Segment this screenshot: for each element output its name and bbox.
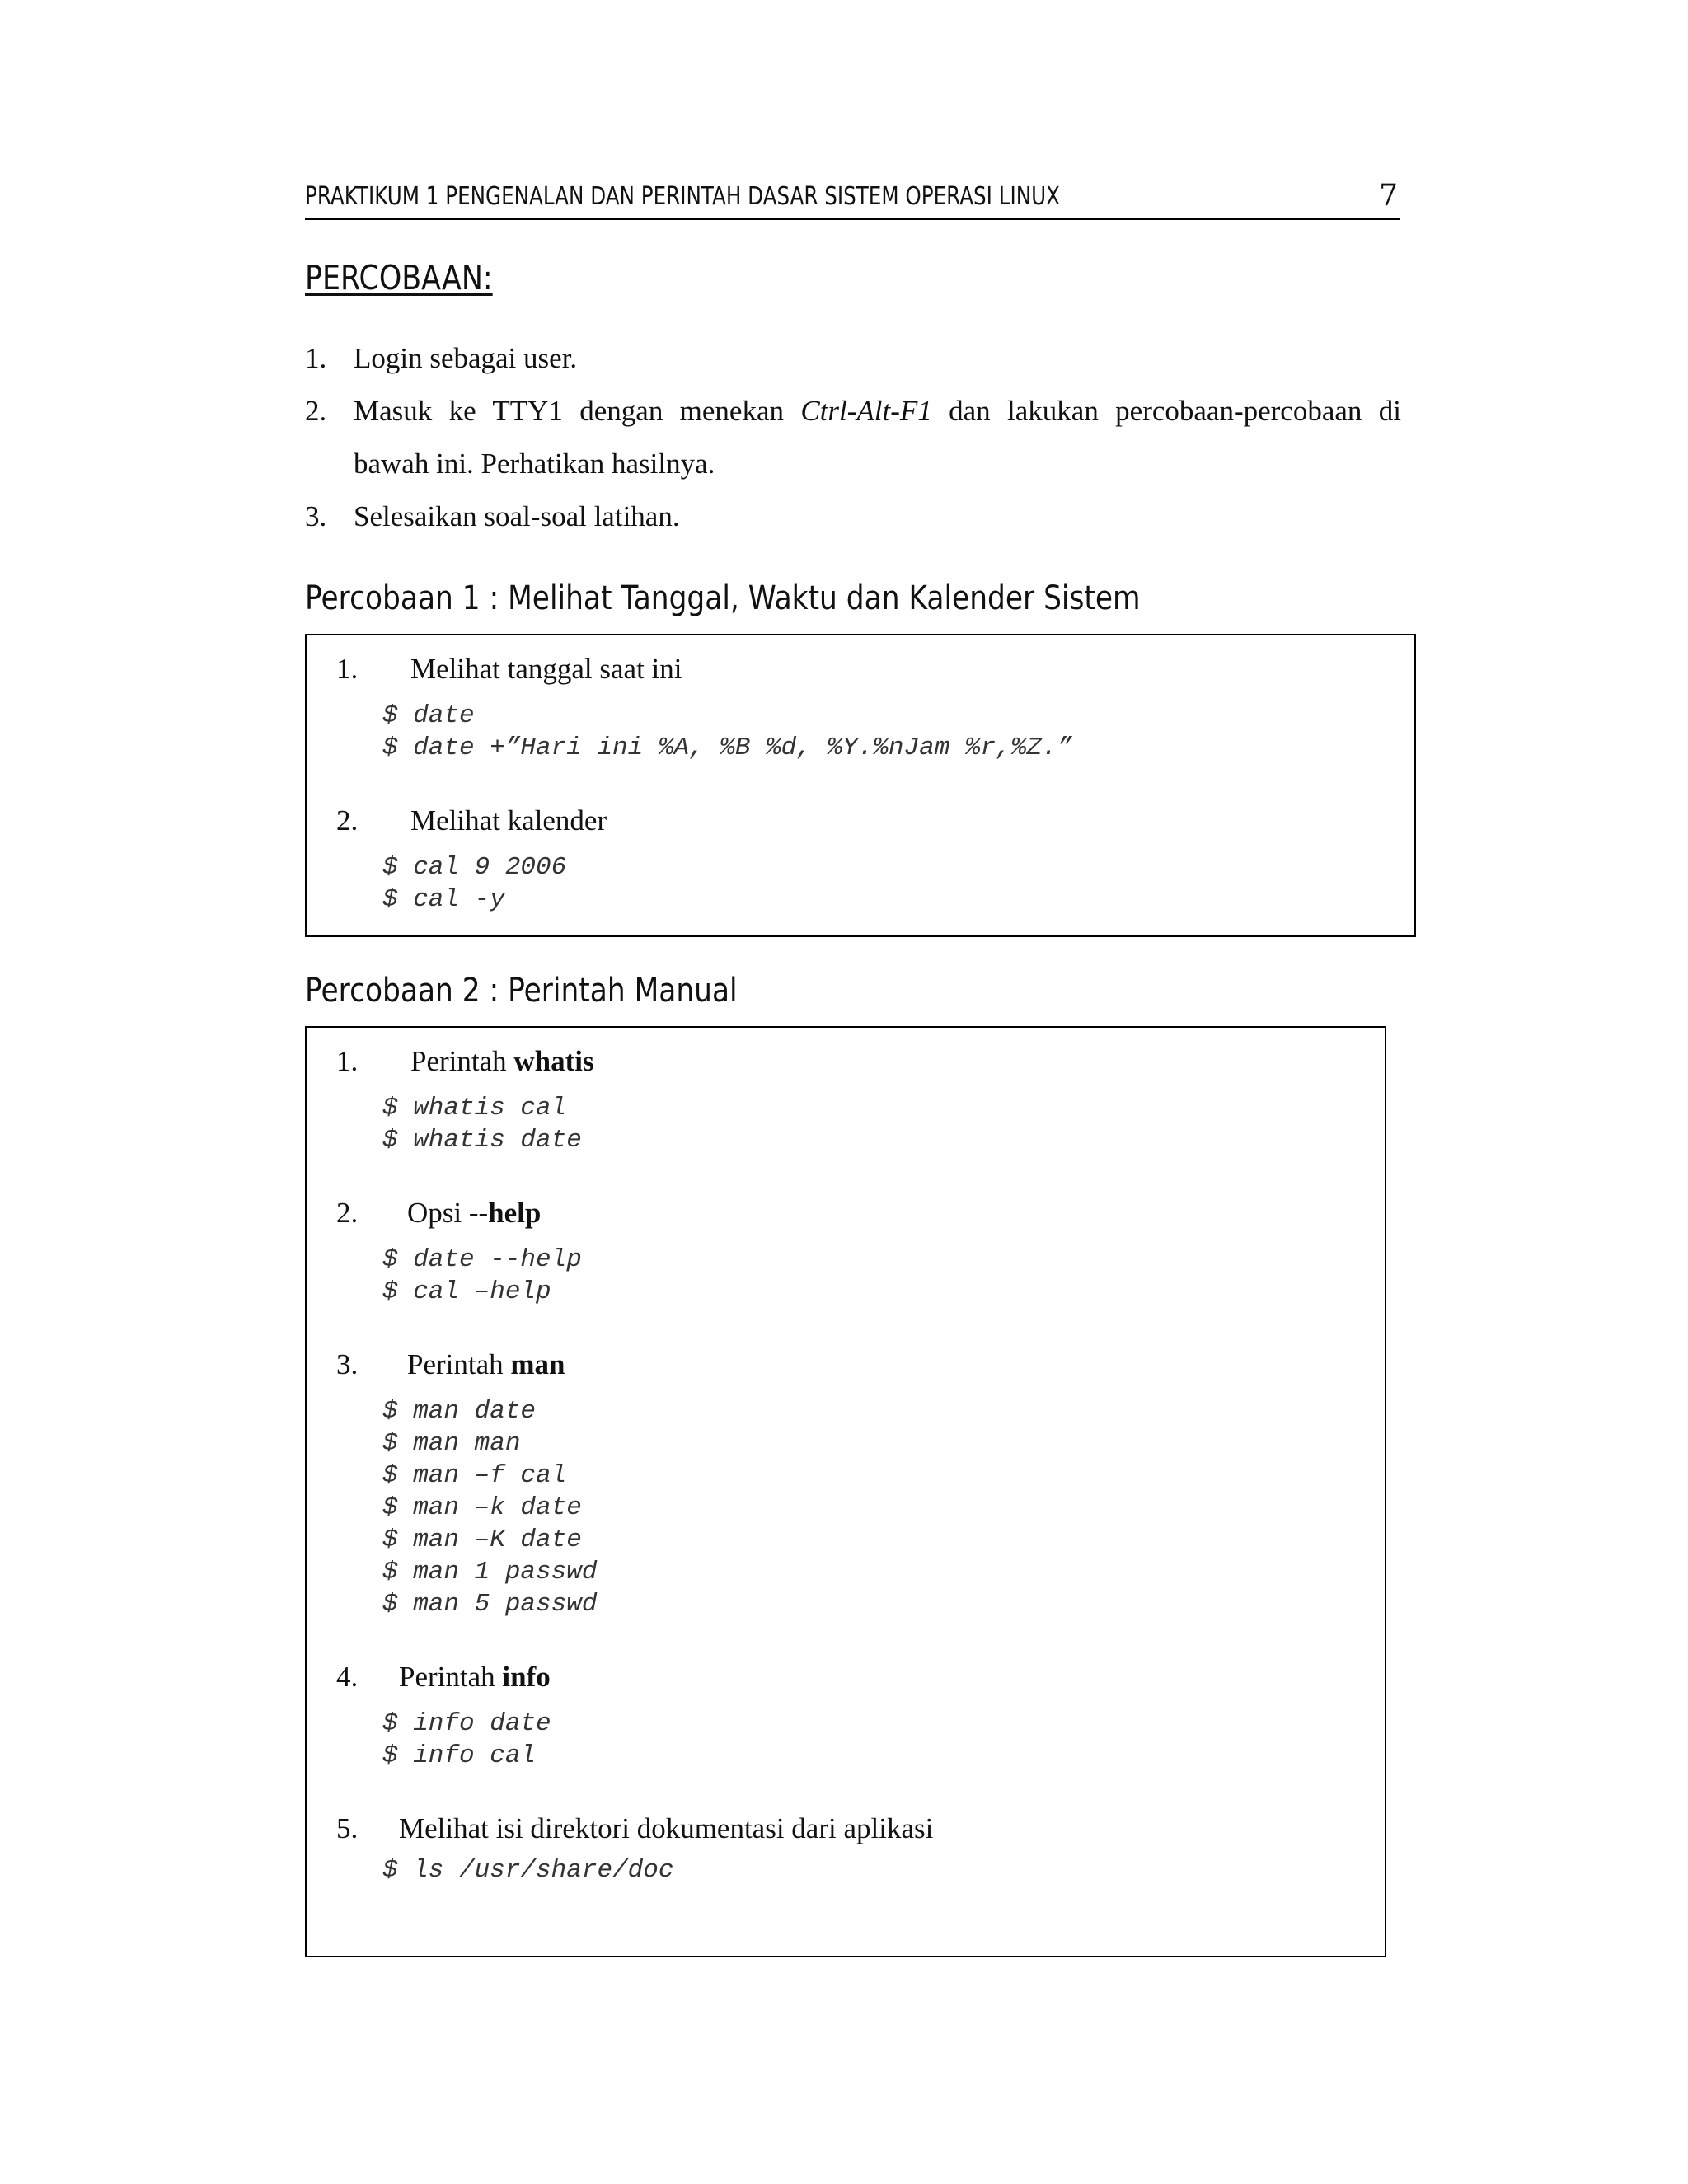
percobaan-1-box (305, 634, 1416, 937)
step-number: 2. (336, 1197, 359, 1229)
step-item (336, 1344, 1385, 1385)
step-command-name: man (510, 1348, 565, 1380)
step-item (336, 1657, 1385, 1698)
command-line: $ date (382, 701, 475, 730)
step-item (336, 1041, 1385, 1082)
step-command-name: info (502, 1661, 551, 1693)
command-line: $ man 5 passwd (382, 1590, 598, 1619)
step-label: Perintah (407, 1348, 511, 1380)
step-command-name: --help (468, 1197, 542, 1229)
command-line: $ cal –help (382, 1277, 551, 1306)
intro-item-3 (305, 490, 1401, 543)
step-label: Melihat tanggal saat ini (410, 653, 682, 685)
command-line: $ date +”Hari ini %A, %B %d, %Y.%nJam %r,%Z.” (382, 733, 1073, 762)
command-line: $ cal 9 2006 (382, 853, 567, 882)
step-item (336, 800, 1414, 841)
command-line: $ info date (382, 1709, 551, 1738)
document-page (305, 177, 1401, 1957)
code-block (382, 1854, 1385, 1886)
running-head (305, 177, 1400, 220)
step-number: 4. (336, 1661, 359, 1693)
command-line: $ man date (382, 1397, 537, 1426)
step-item (336, 1193, 1385, 1234)
intro-item-1 (305, 332, 1401, 385)
command-line: $ info cal (382, 1741, 537, 1770)
intro-item-number: 1. (305, 342, 327, 374)
intro-item-text: Selesaikan soal-soal latihan. (354, 500, 680, 532)
intro-item-line (354, 385, 1401, 438)
command-line: $ man –f cal (382, 1461, 567, 1490)
percobaan-1-title: Percobaan 1 : Melihat Tanggal, Waktu dan Kalender Sistem (305, 579, 1141, 617)
step-number: 1. (336, 653, 359, 685)
step-number: 1. (336, 1045, 359, 1077)
section-title: PERCOBAAN: (305, 258, 493, 298)
intro-item-text: Masuk ke TTY1 dengan menekan (354, 395, 801, 427)
code-block (382, 1244, 1385, 1308)
intro-item-2 (305, 385, 1401, 490)
page-number: 7 (1379, 179, 1398, 213)
code-block (382, 1395, 1385, 1620)
intro-item-continuation: bawah ini. Perhatikan hasilnya. (354, 448, 715, 480)
command-line: $ ls /usr/share/doc (382, 1856, 674, 1885)
code-block (382, 851, 1414, 916)
step-number: 2. (336, 804, 359, 837)
command-line: $ man man (382, 1429, 521, 1458)
intro-item-text: dan lakukan percobaan-percobaan di (931, 395, 1401, 427)
running-head-title: PRAKTIKUM 1 PENGENALAN DAN PERINTAH DASAR SISTEM OPERASI LINUX (305, 182, 1060, 211)
keyboard-shortcut: Ctrl-Alt-F1 (800, 395, 932, 427)
intro-item-number: 3. (305, 500, 327, 532)
step-item (336, 649, 1414, 690)
step-label: Perintah (410, 1045, 514, 1077)
command-line: $ man –k date (382, 1493, 582, 1522)
step-label: Melihat kalender (410, 804, 607, 837)
step-label: Opsi (407, 1197, 469, 1229)
command-line: $ date --help (382, 1245, 582, 1274)
step-item (336, 1808, 1385, 1849)
command-line: $ man –K date (382, 1526, 582, 1554)
step-label: Perintah (399, 1661, 503, 1693)
percobaan-2-box (305, 1026, 1386, 1957)
command-line: $ whatis cal (382, 1094, 567, 1122)
command-line: $ cal -y (382, 885, 505, 914)
step-number: 3. (336, 1348, 359, 1380)
percobaan-2-title: Percobaan 2 : Perintah Manual (305, 972, 738, 1010)
command-line: $ whatis date (382, 1126, 582, 1155)
command-line: $ man 1 passwd (382, 1558, 598, 1586)
intro-list (305, 332, 1401, 543)
step-number: 5. (336, 1812, 359, 1844)
intro-item-number: 2. (305, 395, 327, 427)
step-command-name: whatis (513, 1045, 594, 1077)
code-block (382, 1092, 1385, 1156)
step-label: Melihat isi direktori dokumentasi dari aplikasi (399, 1812, 934, 1844)
code-block (382, 700, 1414, 764)
code-block (382, 1708, 1385, 1772)
intro-item-text: Login sebagai user. (354, 342, 578, 374)
